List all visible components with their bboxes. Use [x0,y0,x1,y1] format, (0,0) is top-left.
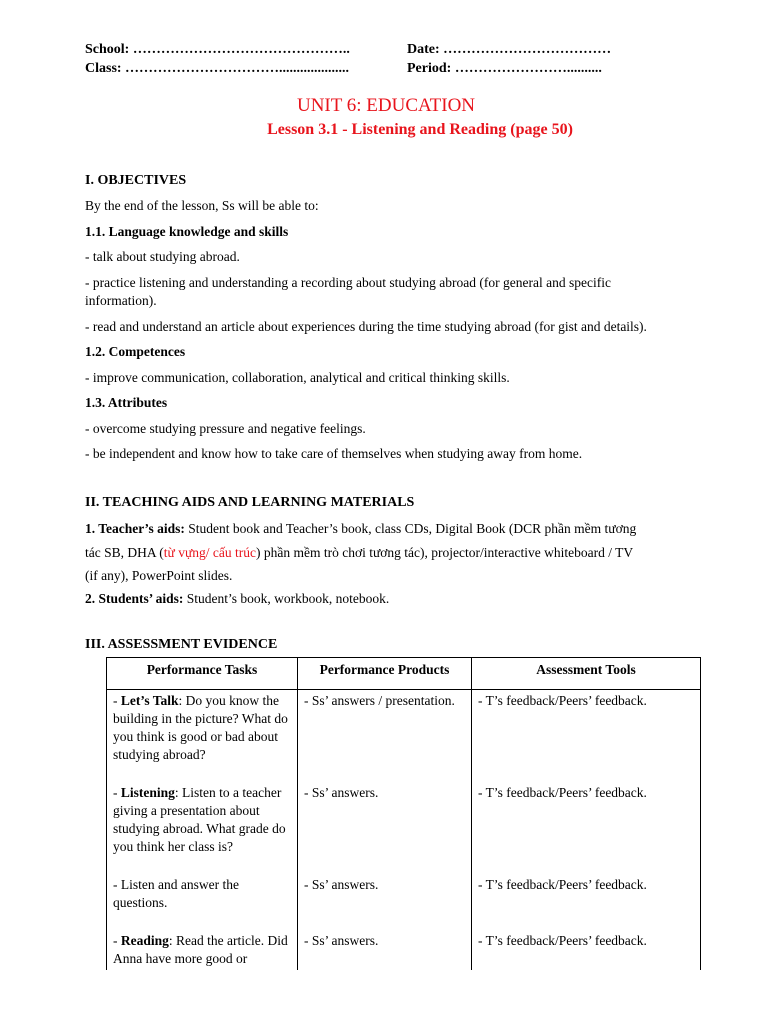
date-field: Date: ……………………………… [407,42,612,57]
teacher-aids-text: Student book and Teacher’s book, class CDs, Digital Book (DCR phần mềm tương [184,521,637,536]
objectives-heading: I. OBJECTIVES [85,173,187,188]
lesson-title: Lesson 3.1 - Listening and Reading (page 50) [267,121,573,138]
student-aids-text: Student’s book, workbook, notebook. [183,591,390,606]
table-row [107,782,701,874]
product-cell: - Ss’ answers. [298,930,472,970]
table-header-row [107,658,701,690]
task-cell [107,782,298,874]
tool-cell: - T’s feedback/Peers’ feedback. [472,874,701,930]
product-cell: - Ss’ answers. [298,782,472,874]
task-text: : Listen to a teacher giving a presentation about studying abroad. What grade do you think her class is? [113,785,286,854]
subheading-language: 1.1. Language knowledge and skills [85,224,289,239]
tool-cell: - T’s feedback/Peers’ feedback. [472,690,701,783]
table-row [107,874,701,930]
task-cell [107,690,298,783]
period-field: Period: …………………….......... [407,61,602,76]
product-cell: - Ss’ answers. [298,874,472,930]
unit-title: UNIT 6: EDUCATION [296,95,476,116]
task-prefix: - [113,933,121,948]
objective-bullet: - overcome studying pressure and negative feelings. [85,421,366,436]
task-cell [107,930,298,970]
task-text: : Read the article. Did Anna have more good or [113,933,288,966]
objective-bullet: - practice listening and understanding a recording about studying abroad (for general and specific [85,275,611,290]
task-prefix: - [113,693,121,708]
student-aids-line [85,590,389,608]
task-cell [107,874,298,930]
column-header: Performance Products [298,658,472,690]
column-header: Performance Tasks [107,658,298,690]
task-title: Reading [120,933,169,948]
table-row [107,690,701,783]
product-cell: - Ss’ answers / presentation. [298,690,472,783]
class-field: Class: …………………………….................... [85,61,350,76]
table-row [107,930,701,970]
objectives-intro: By the end of the lesson, Ss will be able to: [85,198,319,213]
subheading-attributes: 1.3. Attributes [85,395,168,410]
student-aids-label: 2. Students’ aids: [85,591,184,606]
aids-heading: II. TEACHING AIDS AND LEARNING MATERIALS [85,495,415,510]
teacher-aids-text: tác SB, DHA ( [85,545,164,560]
teacher-aids-text: ) phần mềm trò chơi tương tác), projector/interactive whiteboard / TV [255,545,634,560]
assessment-table [106,657,701,970]
objective-bullet-cont: information). [85,293,157,308]
teacher-aids-line [85,544,633,562]
objective-bullet: - be independent and know how to take care of themselves when studying away from home. [85,446,583,461]
teacher-aids-line [85,520,636,538]
teacher-aids-label: 1. Teacher’s aids: [85,521,185,536]
school-field: School: ……………………………………….. [85,42,350,57]
objective-bullet: - improve communication, collaboration, analytical and critical thinking skills. [85,370,510,385]
subheading-competences: 1.2. Competences [85,344,186,359]
teacher-aids-line: (if any), PowerPoint slides. [85,568,233,583]
tool-cell: - T’s feedback/Peers’ feedback. [472,930,701,970]
tool-cell: - T’s feedback/Peers’ feedback. [472,782,701,874]
column-header: Assessment Tools [472,658,701,690]
task-title: Let’s Talk [120,693,179,708]
task-title: Listening [120,785,175,800]
vocab-structure-text: từ vựng/ cấu trúc [163,545,256,560]
assessment-heading: III. ASSESSMENT EVIDENCE [85,637,278,652]
task-text: : Do you know the building in the picture? What do you think is good or bad about studying abroad? [113,693,288,762]
task-text: - Listen and answer the questions. [113,877,239,910]
objective-bullet: - read and understand an article about experiences during the time studying abroad (for gist and details). [85,319,647,334]
objective-bullet: - talk about studying abroad. [85,249,240,264]
task-prefix: - [113,785,121,800]
